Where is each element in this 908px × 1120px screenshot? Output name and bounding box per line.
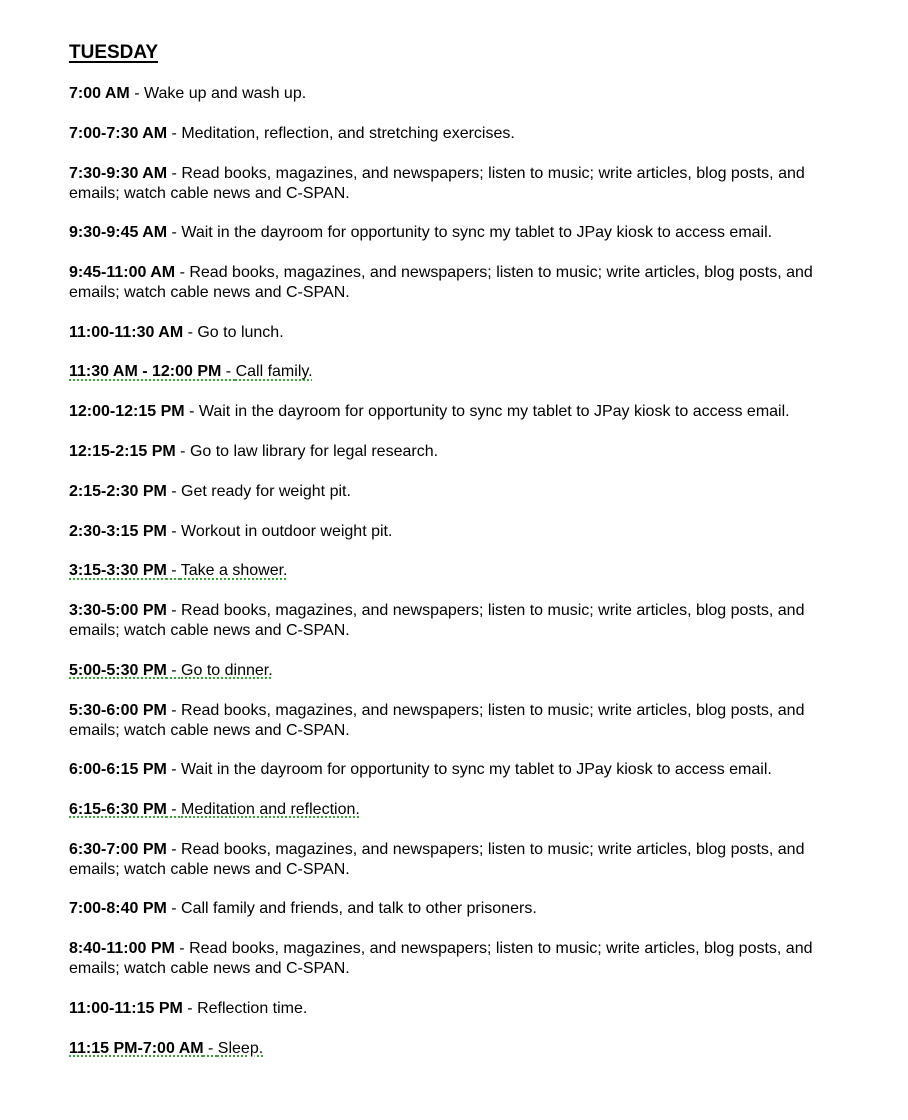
entry-time: 2:30-3:15 PM xyxy=(69,522,167,540)
entry-activity: Meditation and reflection. xyxy=(181,800,360,818)
entry-time: 8:40-11:00 PM xyxy=(69,940,175,958)
entry-activity: Go to law library for legal research. xyxy=(189,442,439,460)
entry-time: 7:00 AM xyxy=(69,85,130,102)
entry-separator: - xyxy=(166,482,182,500)
entry-time: 5:00-5:30 PM xyxy=(69,661,167,679)
entry-activity: Meditation, reflection, and stretching exercises. xyxy=(181,124,515,142)
entry-activity: Sleep. xyxy=(217,1039,264,1057)
entry-time: 7:00-8:40 PM xyxy=(69,900,167,918)
schedule-entry xyxy=(69,840,859,880)
entry-activity: Reflection time. xyxy=(197,999,308,1017)
entry-time: 11:00-11:30 AM xyxy=(69,323,184,341)
schedule-entry xyxy=(69,939,859,979)
entry-separator: - xyxy=(182,999,198,1017)
entry-activity: Get ready for weight pit. xyxy=(181,482,351,500)
entry-separator: - xyxy=(166,661,182,679)
schedule-entry xyxy=(69,482,859,502)
schedule-entry xyxy=(69,999,859,1019)
entry-separator: - xyxy=(129,85,144,102)
schedule-entry xyxy=(69,442,859,462)
schedule-entry xyxy=(69,362,859,382)
schedule-entry xyxy=(69,402,859,422)
schedule-entry xyxy=(69,561,859,581)
schedule-entry xyxy=(69,760,859,780)
entry-time: 2:15-2:30 PM xyxy=(69,482,167,500)
entry-activity: Go to lunch. xyxy=(197,323,284,341)
page-title: TUESDAY xyxy=(69,42,159,63)
entry-separator: - xyxy=(166,562,181,580)
grammar-flagged-text xyxy=(69,662,273,679)
entry-time: 12:15-2:15 PM xyxy=(69,442,176,460)
entry-separator: - xyxy=(174,940,190,958)
entry-separator: - xyxy=(203,1039,218,1057)
entry-separator: - xyxy=(167,124,182,142)
entry-time: 5:30-6:00 PM xyxy=(69,701,167,719)
entry-separator: - xyxy=(175,263,190,281)
entry-separator: - xyxy=(166,522,182,540)
entry-separator: - xyxy=(167,164,182,182)
schedule-entry xyxy=(69,661,859,681)
entry-separator: - xyxy=(166,761,182,779)
entry-time: 9:45-11:00 AM xyxy=(69,263,176,281)
schedule-entry xyxy=(69,522,859,542)
schedule-list xyxy=(69,84,859,1059)
entry-activity: Read books, magazines, and newspapers; listen to music; write articles, blog posts, and emails; watch cable news and C-SPAN. xyxy=(69,701,805,739)
entry-separator: - xyxy=(166,800,182,818)
schedule-entry xyxy=(69,84,859,104)
grammar-flagged-text xyxy=(69,1040,263,1057)
entry-time: 6:15-6:30 PM xyxy=(69,800,167,818)
entry-time: 3:15-3:30 PM xyxy=(69,562,167,580)
entry-separator: - xyxy=(166,900,182,918)
entry-activity: Wait in the dayroom for opportunity to sync my tablet to JPay kiosk to access email. xyxy=(181,224,773,242)
schedule-entry xyxy=(69,899,859,919)
entry-time: 3:30-5:00 PM xyxy=(69,602,167,620)
entry-time: 6:30-7:00 PM xyxy=(69,840,167,858)
schedule-entry xyxy=(69,701,859,741)
schedule-entry xyxy=(69,1039,859,1059)
schedule-entry xyxy=(69,800,859,820)
entry-activity: Read books, magazines, and newspapers; listen to music; write articles, blog posts, and emails; watch cable news and C-SPAN. xyxy=(69,263,813,301)
entry-time: 7:00-7:30 AM xyxy=(69,124,168,142)
entry-activity: Wait in the dayroom for opportunity to sync my tablet to JPay kiosk to access email. xyxy=(198,403,790,421)
entry-time: 12:00-12:15 PM xyxy=(69,403,185,421)
schedule-entry xyxy=(69,124,859,144)
entry-time: 11:30 AM - 12:00 PM xyxy=(69,363,222,381)
entry-activity: Read books, magazines, and newspapers; listen to music; write articles, blog posts, and emails; watch cable news and C-SPAN. xyxy=(69,840,805,878)
schedule-entry xyxy=(69,601,859,641)
entry-separator: - xyxy=(221,363,236,381)
entry-time: 6:00-6:15 PM xyxy=(69,761,167,779)
grammar-flagged-text xyxy=(69,363,313,380)
entry-time: 11:15 PM-7:00 AM xyxy=(69,1039,204,1057)
grammar-flagged-text xyxy=(69,562,288,579)
entry-time: 7:30-9:30 AM xyxy=(69,164,168,182)
entry-activity: Read books, magazines, and newspapers; listen to music; write articles, blog posts, and emails; watch cable news and C-SPAN. xyxy=(69,940,813,978)
entry-separator: - xyxy=(167,224,182,242)
entry-separator: - xyxy=(184,403,199,421)
entry-separator: - xyxy=(183,323,198,341)
entry-activity: Call family and friends, and talk to other prisoners. xyxy=(181,900,537,918)
grammar-flagged-text xyxy=(69,801,360,818)
entry-separator: - xyxy=(166,602,182,620)
entry-time: 9:30-9:45 AM xyxy=(69,224,168,242)
entry-activity: Read books, magazines, and newspapers; listen to music; write articles, blog posts, and emails; watch cable news and C-SPAN. xyxy=(69,602,805,640)
schedule-entry xyxy=(69,323,859,343)
entry-separator: - xyxy=(166,840,182,858)
entry-separator: - xyxy=(166,701,182,719)
entry-activity: Go to dinner. xyxy=(181,661,273,679)
entry-activity: Call family. xyxy=(235,363,313,381)
entry-separator: - xyxy=(175,442,190,460)
entry-activity: Wait in the dayroom for opportunity to sync my tablet to JPay kiosk to access email. xyxy=(181,761,772,779)
document-page xyxy=(69,42,859,1078)
schedule-entry xyxy=(69,223,859,243)
entry-activity: Workout in outdoor weight pit. xyxy=(181,522,393,540)
schedule-entry xyxy=(69,263,859,303)
entry-activity: Take a shower. xyxy=(180,562,288,580)
entry-activity: Wake up and wash up. xyxy=(143,85,307,102)
entry-activity: Read books, magazines, and newspapers; listen to music; write articles, blog posts, and emails; watch cable news and C-SPAN. xyxy=(69,164,805,202)
schedule-entry xyxy=(69,164,859,204)
entry-time: 11:00-11:15 PM xyxy=(69,999,183,1017)
